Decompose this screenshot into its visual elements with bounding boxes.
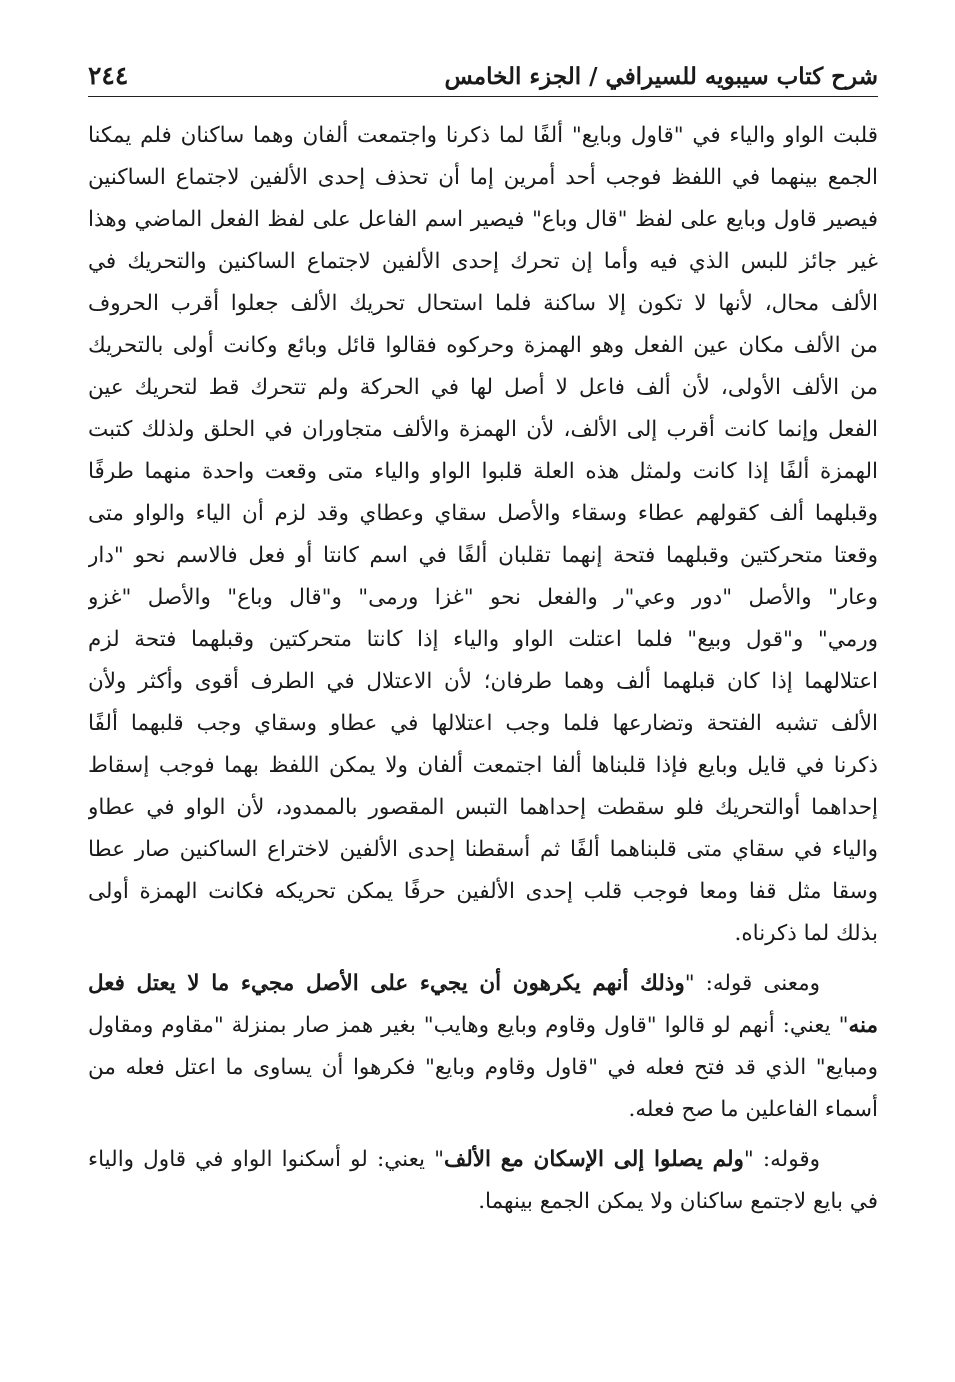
text-line: وسقا مثل قفا ومعا فوجب قلب إحدى الألفين حرفًا يمكن تحريكه فكانت الهمزة أولى: [88, 879, 878, 904]
text-line: الألف محال، لأنها لا تكون إلا ساكنة فلما استحال تحريك الألف جعلوا أقرب الحروف: [88, 291, 878, 316]
text-line: والياء في سقاي متى قلبناهما ألفًا ثم أسقطنا إحدى الألفين لاختراع الساكنين صار عطا: [88, 837, 878, 862]
commentary-text: " يعني: أنهم لو قالوا "قاول وقاوم وبايع وهايب" بغير همز صار بمنزلة "مقاوم ومقاول: [88, 1013, 849, 1038]
text-line: في بايع لاجتمع ساكنان ولا يمكن الجمع بينهما.: [478, 1189, 878, 1214]
text-line: [88, 1139, 878, 1181]
quoted-text: منه: [848, 1013, 878, 1038]
text-line: [88, 963, 878, 1005]
commentary-intro: ومعنى قوله: ": [684, 971, 820, 996]
text-line: من الألف الأولى، لأن ألف فاعل لا أصل لها في الحركة ولم تتحرك قط لتحريك عين: [88, 375, 878, 400]
text-line: الألف تشبه الفتحة وتضارعها فلما وجب اعتلالها في عطاو وسقاي وجب قلبهما ألفًا: [88, 711, 878, 736]
text-line: بذلك لما ذكرناه.: [734, 921, 878, 946]
text-line: ورمي" و"قول وبيع" فلما اعتلت الواو والياء إذا كانتا متحركتين وقبلهما فتحة لزم: [88, 627, 878, 652]
text-line: الهمزة ألفًا إذا كانت ولمثل هذه العلة قلبوا الواو والياء متى وقعت واحدة منهما طرفًا: [88, 459, 878, 484]
text-line: إحداهما أوالتحريك فلو سقطت إحداهما التبس المقصور بالممدود، لأن الواو في عطاو: [88, 795, 878, 820]
text-line: من الألف مكان عين الفعل وهو الهمزة وحركوه فقالوا قائل وبائع وكانت أولى بالتحريك: [88, 333, 878, 358]
text-line: وعار" والأصل "دور وعي"ر والفعل نحو "غزا ورمى" و"قال وباع" والأصل "غزو: [88, 585, 878, 610]
commentary-text: " يعني: لو أسكنوا الواو في قاول والياء: [88, 1147, 444, 1172]
body-text: [88, 115, 878, 1223]
quoted-text: ولم يصلوا إلى الإسكان مع الألف: [443, 1147, 744, 1172]
commentary-intro: وقوله: ": [743, 1147, 821, 1172]
paragraph-1: [88, 115, 878, 955]
running-header: [88, 52, 878, 97]
paragraph-3: [88, 1139, 878, 1223]
paragraph-gap: [88, 1131, 878, 1139]
text-line: الجمع بينهما في اللفظ فوجب أحد أمرين إما أن تحذف إحدى الألفين لاجتماع الساكنين: [88, 165, 878, 190]
text-line: اعتلالهما إذا كان قبلهما ألف وهما طرفان؛ لأن الاعتلال في الطرف أقوى وأكثر ولأن: [88, 669, 878, 694]
text-line: ذكرنا في قايل وبايع فإذا قلبناها ألفا اجتمعت ألفان ولا يمكن اللفظ بهما فوجب إسقاط: [88, 753, 878, 778]
paragraph-gap: [88, 955, 878, 963]
text-line: فيصير قاول وبايع على لفظ "قال وباع" فيصير اسم الفاعل على لفظ الفعل الماضي وهذا: [88, 207, 878, 232]
text-line: أسماء الفاعلين ما صح فعله.: [628, 1097, 878, 1122]
book-title: شرح كتاب سيبويه للسيرافي / الجزء الخامس: [444, 63, 878, 90]
text-line: الفعل وإنما كانت أقرب إلى الألف، لأن الهمزة والألف متجاوران في الحلق ولذلك كتبت: [88, 417, 878, 442]
quoted-text: وذلك أنهم يكرهون أن يجيء على الأصل مجيء ما لا يعتل فعل: [88, 971, 685, 996]
book-page: [88, 52, 878, 1342]
paragraph-2: [88, 963, 878, 1131]
text-line: غير جائز للبس الذي فيه وأما إن تحرك إحدى الألفين لاجتماع الساكنين والتحريك في: [88, 249, 878, 274]
text-line: وقعتا متحركتين وقبلهما فتحة إنهما تقلبان ألفًا في اسم كانتا أو فعل فالاسم نحو "دار: [88, 543, 878, 568]
text-line: ومبايع" الذي قد فتح فعله في "قاول وقاوم وبايع" فكرهوا أن يساوى ما اعتل فعله من: [88, 1055, 878, 1080]
page-number: ٢٤٤: [88, 61, 129, 90]
text-line: وقبلهما ألف كقولهم عطاء وسقاء والأصل سقاي وعطاي وقد لزم أن الياء والواو متى: [88, 501, 878, 526]
text-line: قلبت الواو والياء في "قاول وبايع" ألفًا لما ذكرنا واجتمعت ألفان وهما ساكنان فلم يمكنا: [88, 123, 878, 148]
text-line: [88, 1005, 878, 1047]
